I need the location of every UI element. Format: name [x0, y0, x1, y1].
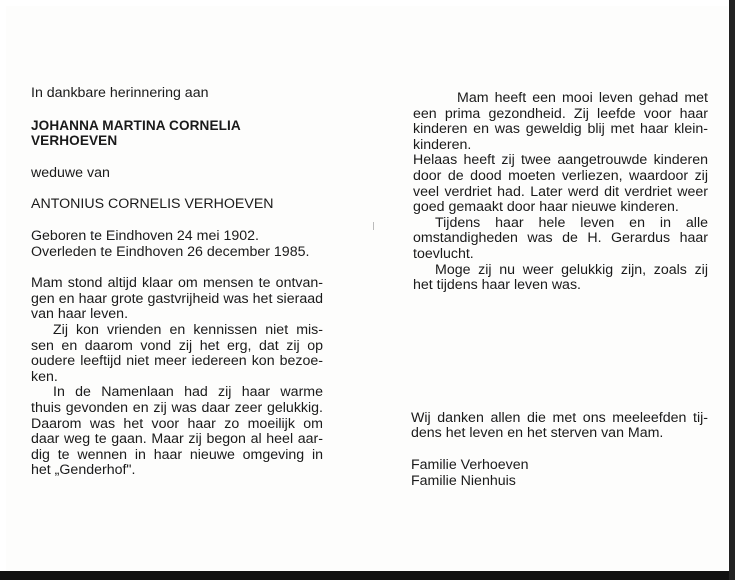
- text-line: Moge zij nu weer gelukkig zijn, zoals zij: [435, 261, 708, 278]
- text-line: dig te wennen in haar nieuwe omgeving in: [31, 446, 323, 463]
- text-line: ken.: [31, 368, 58, 385]
- text-line: Zij kon vrienden en kennissen niet mis-: [53, 321, 323, 338]
- deceased-name-line1: JOHANNA MARTINA CORNELIA: [31, 117, 241, 133]
- text-line: Mam heeft een mooi leven gehad met: [457, 90, 708, 106]
- left-paragraph-1: [31, 276, 323, 323]
- text-line: Mam stond altijd klaar om mensen te ontvan-: [31, 275, 323, 292]
- left-paragraph-3: [31, 385, 323, 479]
- text-line: Wij danken allen die met ons meeleefden tij-: [411, 409, 708, 426]
- fold-mark: [373, 222, 374, 230]
- right-panel: [413, 91, 708, 489]
- text-line: thuis gevonden en zij was daar zeer gelukkig.: [31, 399, 323, 416]
- birth-line: Geboren te Eindhoven 24 mei 1902.: [31, 227, 259, 244]
- right-paragraph-1: [413, 91, 708, 153]
- text-line: door de dood moeten verliezen, waardoor zij: [413, 167, 708, 184]
- scan-edge-right: [729, 0, 735, 580]
- text-line: In de Namenlaan had zij haar warme: [53, 384, 323, 401]
- text-line: dens het leven en het sterven van Mam.: [411, 425, 664, 442]
- text-line: kinderen.: [413, 136, 472, 153]
- left-paragraph-2: [31, 323, 323, 385]
- deceased-name-line2: VERHOEVEN: [31, 133, 118, 149]
- text-line: Daarom was het voor haar zo moeilijk om: [31, 415, 323, 432]
- text-line: goed gemaakt door haar nieuwe kinderen.: [413, 199, 679, 216]
- text-line: Helaas heeft zij twee aangetrouwde kinderen: [413, 152, 708, 169]
- thanks-paragraph: [411, 411, 708, 442]
- text-line: omstandigheden was de H. Gerardus haar: [413, 230, 708, 247]
- text-line: Tijdens haar hele leven en in alle: [435, 214, 708, 231]
- text-line: daar weg te gaan. Maar zij begon al heel aar-: [31, 431, 323, 448]
- text-line: toevlucht.: [413, 245, 474, 262]
- text-line: sen en daarom vond zij het erg, dat zij op: [31, 337, 323, 354]
- text-line: gen en haar grote gastvrijheid was het sieraad: [31, 290, 323, 307]
- family-signature-1: Familie Verhoeven: [411, 456, 529, 473]
- right-paragraph-4: [413, 263, 708, 294]
- scan-edge-bottom: [0, 571, 735, 580]
- family-signature-2: Familie Nienhuis: [411, 472, 516, 489]
- text-line: kinderen en was geweldig blij met haar klein-: [413, 121, 708, 138]
- husband-name: ANTONIUS CORNELIS VERHOEVEN: [31, 196, 274, 213]
- right-paragraph-2: [413, 153, 708, 215]
- text-line: het tijdens haar leven was.: [413, 277, 581, 294]
- text-line: het „Genderhof".: [31, 462, 136, 479]
- text-line: een prima gezondheid. Zij leefde voor haar: [413, 105, 708, 122]
- left-panel: [31, 86, 323, 479]
- text-line: oudere leeftijd niet meer iedereen kon bezoe-: [31, 353, 323, 370]
- text-line: veel verdriet had. Later werd dit verdriet weer: [413, 183, 708, 200]
- death-line: Overleden te Eindhoven 26 december 1985.: [31, 243, 310, 260]
- right-paragraph-3: [413, 216, 708, 263]
- intro-text: In dankbare herinnering aan: [31, 85, 209, 101]
- widow-of-text: weduwe van: [31, 164, 110, 181]
- text-line: van haar leven.: [31, 306, 129, 323]
